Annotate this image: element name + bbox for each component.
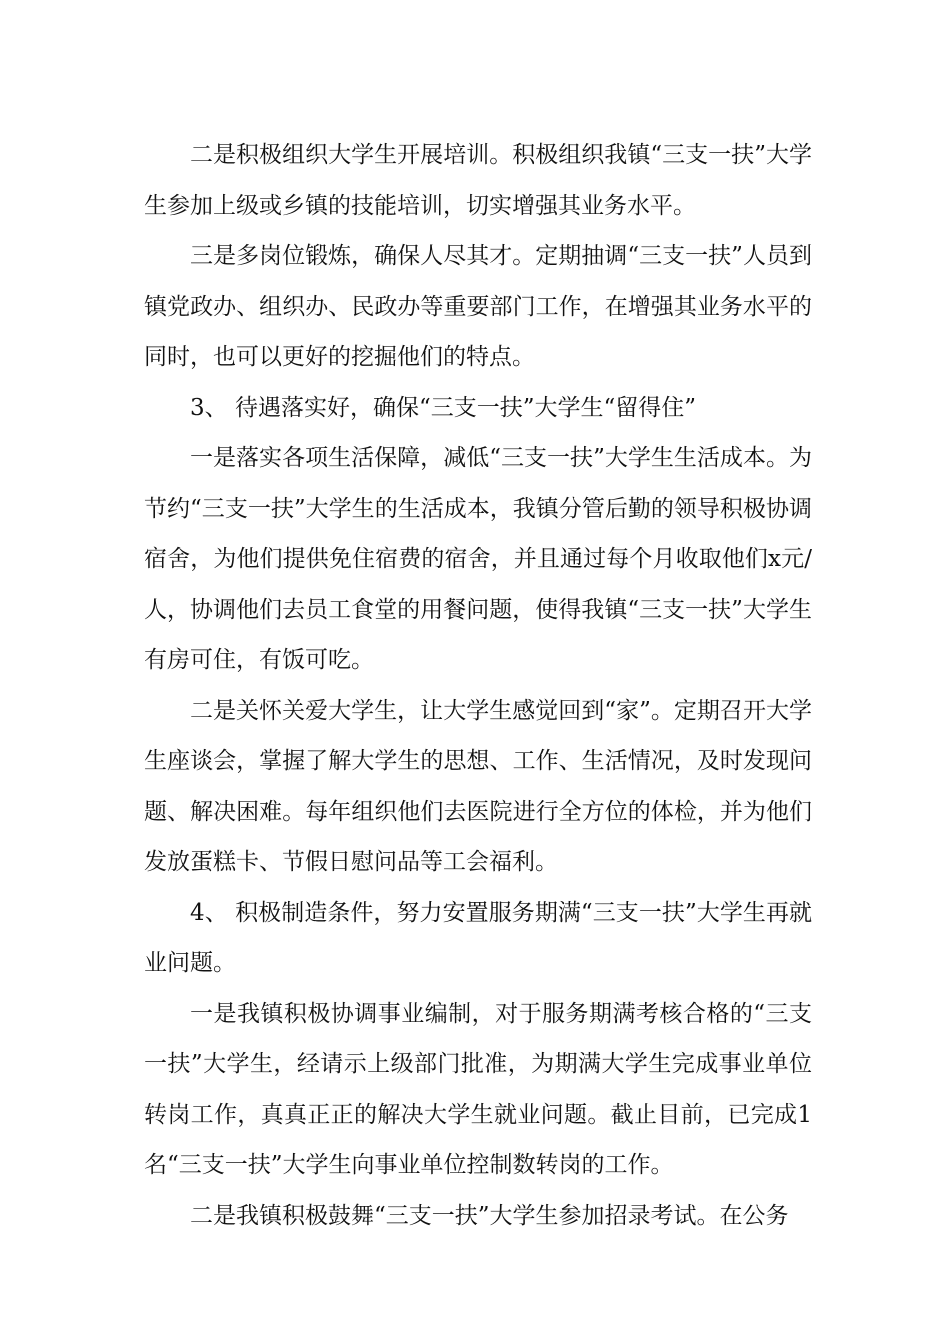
- paragraph-heading-benefits: 3、 待遇落实好，确保“三支一扶”大学生“留得住”: [190, 394, 696, 421]
- paragraph-care: 二是关怀关爱大学生，让大学生感觉回到“家”。定期召开大学生座谈会，掌握了解大学生的思想、工作、生活情况，及时发现问题、解决困难。每年组织他们去医院进行全方位的体检，并为他们发放蛋糕卡、节假日慰问品等工会福利。: [144, 697, 812, 875]
- paragraph-exams: 二是我镇积极鼓舞“三支一扶”大学生参加招录考试。在公务: [190, 1202, 789, 1229]
- paragraph-training: 二是积极组织大学生开展培训。积极组织我镇“三支一扶”大学生参加上级或乡镇的技能培训，切实增强其业务水平。: [144, 142, 812, 219]
- paragraph-living-support: 一是落实各项生活保障，减低“三支一扶”大学生生活成本。为节约“三支一扶”大学生的生活成本，我镇分管后勤的领导积极协调宿舍，为他们提供免住宿费的宿舍，并且通过每个月收取他们x元/人，协调他们去员工食堂的用餐问题，使得我镇“三支一扶”大学生有房可住，有饭可吃。: [144, 445, 812, 673]
- paragraph-job-rotation: 三是多岗位锻炼，确保人尽其才。定期抽调“三支一扶”人员到镇党政办、组织办、民政办等重要部门工作，在增强其业务水平的同时，也可以更好的挖掘他们的特点。: [144, 243, 812, 370]
- paragraph-staffing: 一是我镇积极协调事业编制，对于服务期满考核合格的“三支一扶”大学生，经请示上级部门批准，为期满大学生完成事业单位转岗工作，真真正正的解决大学生就业问题。截止目前，已完成1名“三支一扶”大学生向事业单位控制数转岗的工作。: [144, 1000, 812, 1178]
- paragraph-heading-employment: 4、 积极制造条件，努力安置服务期满“三支一扶”大学生再就业问题。: [144, 899, 812, 976]
- document-body: [144, 130, 812, 1241]
